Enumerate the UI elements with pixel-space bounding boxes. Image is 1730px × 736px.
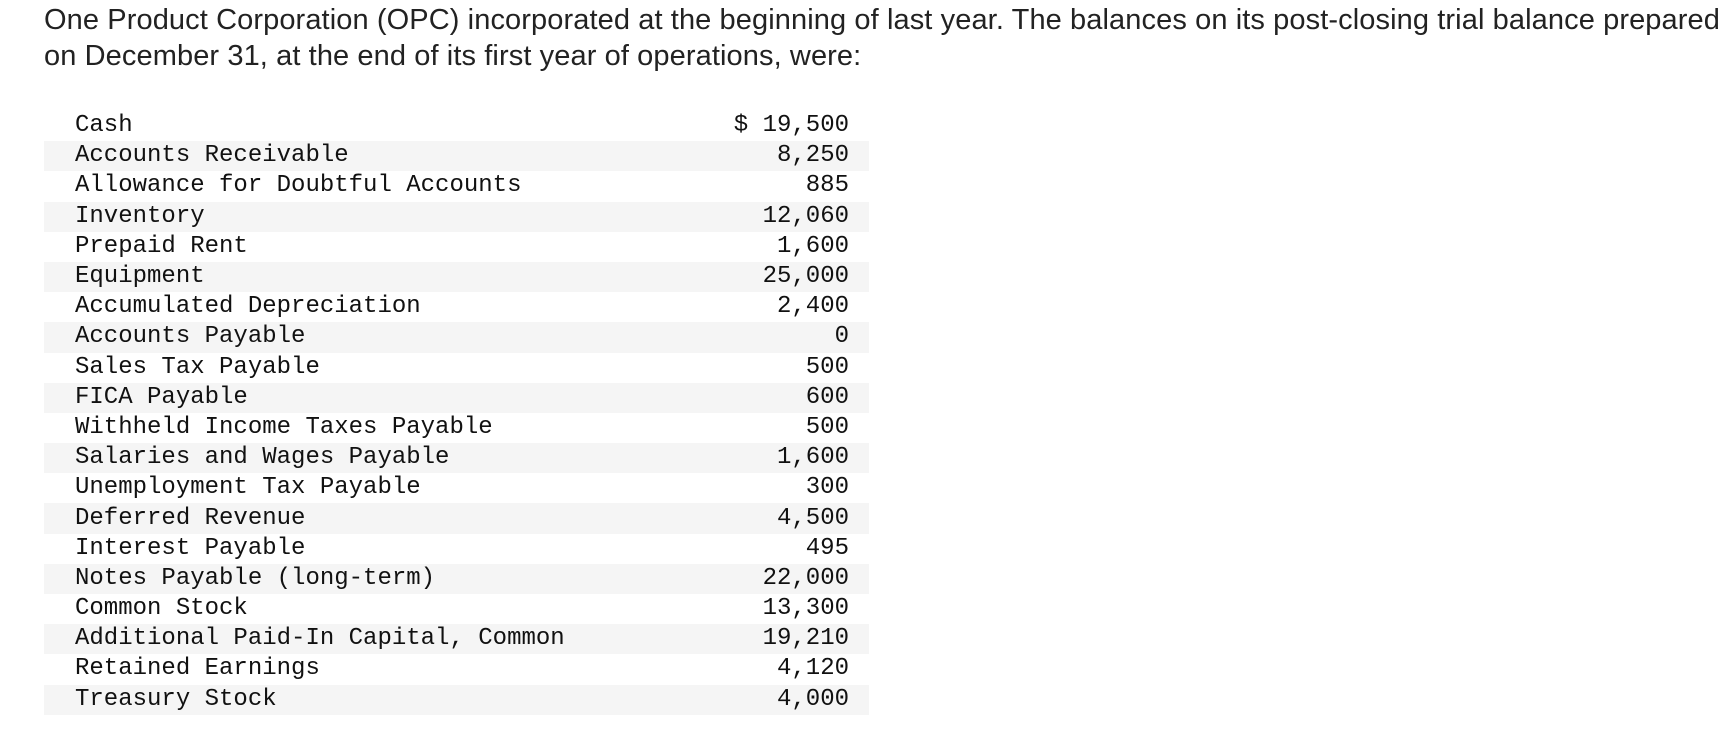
- account-name: Equipment: [44, 262, 609, 292]
- account-amount: 8,250: [609, 141, 869, 171]
- account-amount: 500: [805, 353, 849, 381]
- account-name: Cash: [75, 112, 133, 140]
- account-amount: 0: [609, 322, 869, 352]
- table-row: [44, 292, 869, 322]
- trial-balance-body: [44, 111, 869, 715]
- table-row: [44, 202, 869, 232]
- table-row: [44, 654, 869, 684]
- account-name: Accumulated Depreciation: [75, 293, 421, 321]
- table-row: [44, 111, 869, 141]
- account-amount: $ 19,500: [733, 112, 849, 140]
- account-amount: 1,600: [776, 232, 849, 260]
- account-name: Inventory: [44, 202, 609, 232]
- table-row: [44, 534, 869, 564]
- account-name: Deferred Revenue: [44, 503, 609, 533]
- table-row: [44, 685, 869, 715]
- account-name: Accounts Receivable: [44, 141, 609, 171]
- table-row: [44, 564, 869, 594]
- table-row: [44, 262, 869, 292]
- trial-balance-table: [44, 111, 869, 715]
- table-row: [44, 232, 869, 262]
- account-name: Sales Tax Payable: [75, 353, 320, 381]
- account-amount: 2,400: [776, 293, 849, 321]
- table-row: [44, 443, 869, 473]
- account-amount: 495: [805, 534, 849, 562]
- account-name: Withheld Income Taxes Payable: [75, 413, 493, 441]
- table-row: [44, 141, 869, 171]
- account-amount: 19,210: [609, 624, 869, 654]
- table-row: [44, 322, 869, 352]
- account-name: Treasury Stock: [44, 685, 609, 715]
- table-row: [44, 594, 869, 624]
- account-amount: 600: [609, 383, 869, 413]
- table-row: [44, 171, 869, 201]
- account-name: Notes Payable (long-term): [44, 564, 609, 594]
- account-name: Unemployment Tax Payable: [75, 474, 421, 502]
- account-name: Allowance for Doubtful Accounts: [75, 172, 522, 200]
- account-amount: 885: [805, 172, 849, 200]
- account-name: FICA Payable: [44, 383, 609, 413]
- account-name: Additional Paid-In Capital, Common: [44, 624, 609, 654]
- table-row: [44, 413, 869, 443]
- account-name: Interest Payable: [75, 534, 306, 562]
- account-amount: 500: [805, 413, 849, 441]
- account-amount: 4,500: [609, 503, 869, 533]
- account-name: Salaries and Wages Payable: [44, 443, 609, 473]
- account-amount: 4,000: [609, 685, 869, 715]
- account-amount: 4,120: [776, 655, 849, 683]
- account-name: Common Stock: [75, 595, 248, 623]
- table-row: [44, 383, 869, 413]
- account-amount: 1,600: [609, 443, 869, 473]
- table-row: [44, 353, 869, 383]
- account-name: Accounts Payable: [44, 322, 609, 352]
- table-row: [44, 473, 869, 503]
- table-row: [44, 503, 869, 533]
- account-name: Prepaid Rent: [75, 232, 248, 260]
- account-amount: 12,060: [609, 202, 869, 232]
- account-amount: 300: [805, 474, 849, 502]
- account-amount: 13,300: [762, 595, 849, 623]
- account-name: Retained Earnings: [75, 655, 320, 683]
- account-amount: 22,000: [609, 564, 869, 594]
- account-amount: 25,000: [609, 262, 869, 292]
- problem-intro-text: One Product Corporation (OPC) incorporated at the beginning of last year. The balances on its post-closing trial balance prepared on December 31, at the end of its first year of operations, were:: [44, 4, 1720, 72]
- table-row: [44, 624, 869, 654]
